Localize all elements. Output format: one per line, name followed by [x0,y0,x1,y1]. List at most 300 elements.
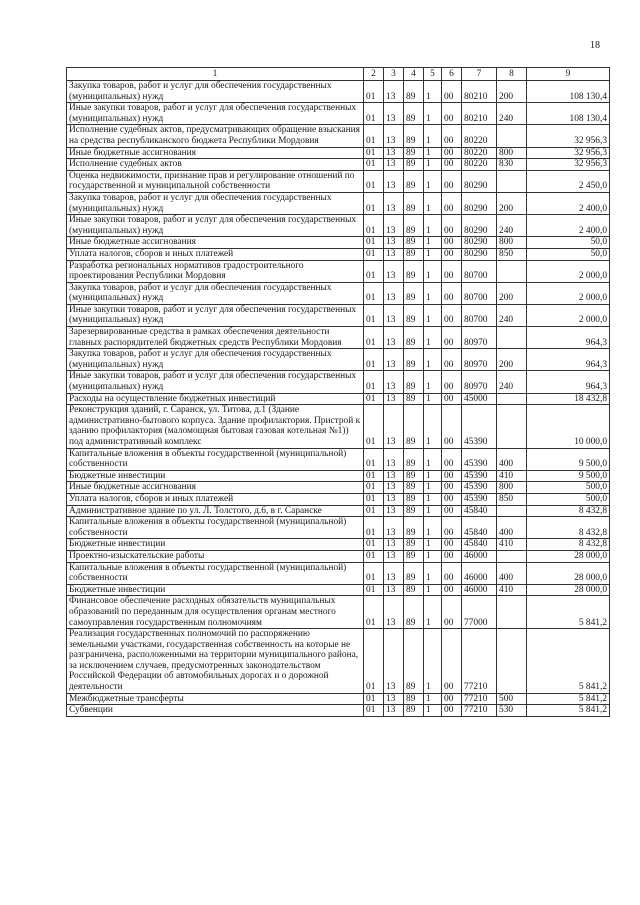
subprogram-code: 1 [424,596,442,629]
row-name: Межбюджетные трансферты [67,693,364,705]
expense-type-code: 410 [497,539,527,551]
subprogram-code: 1 [424,147,442,159]
subsection-code: 13 [384,248,404,260]
subprogram-code: 1 [424,327,442,349]
direction-code: 80700 [462,260,497,282]
main-event-code: 00 [442,596,462,629]
section-code: 01 [364,596,384,629]
section-code: 01 [364,304,384,326]
section-code: 01 [364,349,384,371]
direction-code: 77210 [462,705,497,717]
amount: 5 841,2 [527,693,610,705]
main-event-code: 00 [442,505,462,517]
program-code: 89 [404,103,424,125]
table-row [67,215,610,237]
subprogram-code: 1 [424,125,442,147]
column-header-2: 2 [364,68,384,81]
main-event-code: 00 [442,629,462,694]
program-code: 89 [404,505,424,517]
main-event-code: 00 [442,103,462,125]
amount: 50,0 [527,248,610,260]
expense-type-code: 410 [497,584,527,596]
amount: 32 956,3 [527,159,610,171]
direction-code: 77000 [462,596,497,629]
column-header-5: 5 [424,68,442,81]
expense-type-code: 800 [497,482,527,494]
section-code: 01 [364,562,384,584]
subprogram-code: 1 [424,237,442,249]
amount: 9 500,0 [527,448,610,470]
row-name: Иные закупки товаров, работ и услуг для обеспечения государственных (муниципальных) нужд [67,103,364,125]
amount: 2 000,0 [527,304,610,326]
row-name: Закупка товаров, работ и услуг для обеспечения государственных (муниципальных) нужд [67,192,364,214]
expense-type-code [497,505,527,517]
row-name: Бюджетные инвестиции [67,584,364,596]
section-code: 01 [364,705,384,717]
section-code: 01 [364,215,384,237]
row-name: Иные закупки товаров, работ и услуг для обеспечения государственных (муниципальных) нужд [67,215,364,237]
section-code: 01 [364,470,384,482]
column-header-6: 6 [442,68,462,81]
main-event-code: 00 [442,349,462,371]
section-code: 01 [364,248,384,260]
main-event-code: 00 [442,125,462,147]
table-row [67,125,610,147]
direction-code: 46000 [462,562,497,584]
table-row [67,192,610,214]
program-code: 89 [404,629,424,694]
section-code: 01 [364,159,384,171]
section-code: 01 [364,505,384,517]
row-name: Разработка региональных нормативов градостроительного проектирования Республики Мордовия [67,260,364,282]
subprogram-code: 1 [424,629,442,694]
main-event-code: 00 [442,562,462,584]
direction-code: 45840 [462,517,497,539]
main-event-code: 00 [442,482,462,494]
subsection-code: 13 [384,482,404,494]
main-event-code: 00 [442,693,462,705]
program-code: 89 [404,81,424,103]
subprogram-code: 1 [424,282,442,304]
subprogram-code: 1 [424,304,442,326]
direction-code: 45390 [462,493,497,505]
row-name: Иные бюджетные ассигнования [67,237,364,249]
section-code: 01 [364,584,384,596]
program-code: 89 [404,493,424,505]
subsection-code: 13 [384,470,404,482]
section-code: 01 [364,147,384,159]
table-row [67,517,610,539]
table-row [67,371,610,393]
amount: 10 000,0 [527,405,610,448]
table-row [67,629,610,694]
subsection-code: 13 [384,448,404,470]
row-name: Финансовое обеспечение расходных обязательств муниципальных образований по переданным для осуществления органам местного самоуправления государственным полномочиям [67,596,364,629]
expense-type-code: 400 [497,517,527,539]
table-row [67,596,610,629]
row-name: Уплата налогов, сборов и иных платежей [67,248,364,260]
subprogram-code: 1 [424,539,442,551]
expense-type-code: 410 [497,470,527,482]
row-name: Уплата налогов, сборов и иных платежей [67,493,364,505]
direction-code: 80290 [462,215,497,237]
expense-type-code: 830 [497,159,527,171]
row-name: Капитальные вложения в объекты государственной (муниципальной) собственности [67,562,364,584]
row-name: Исполнение судебных актов [67,159,364,171]
section-code: 01 [364,103,384,125]
subsection-code: 13 [384,493,404,505]
section-code: 01 [364,405,384,448]
subsection-code: 13 [384,629,404,694]
amount: 964,3 [527,371,610,393]
row-name: Оценка недвижимости, признание прав и регулирование отношений по государственной и муниципальной собственности [67,170,364,192]
main-event-code: 00 [442,282,462,304]
column-header-8: 8 [497,68,527,81]
amount: 9 500,0 [527,470,610,482]
table-row [67,349,610,371]
subprogram-code: 1 [424,517,442,539]
section-code: 01 [364,192,384,214]
amount: 28 000,0 [527,550,610,562]
table-row [67,539,610,551]
subsection-code: 13 [384,237,404,249]
expense-type-code: 240 [497,371,527,393]
subprogram-code: 1 [424,81,442,103]
row-name: Иные бюджетные ассигнования [67,147,364,159]
expense-type-code: 240 [497,304,527,326]
program-code: 89 [404,260,424,282]
table-row [67,470,610,482]
direction-code: 45390 [462,405,497,448]
table-row [67,103,610,125]
section-code: 01 [364,260,384,282]
main-event-code: 00 [442,170,462,192]
program-code: 89 [404,705,424,717]
expense-type-code: 400 [497,562,527,584]
expense-type-code: 240 [497,103,527,125]
main-event-code: 00 [442,260,462,282]
amount: 964,3 [527,349,610,371]
subprogram-code: 1 [424,170,442,192]
subprogram-code: 1 [424,371,442,393]
amount: 8 432,8 [527,517,610,539]
program-code: 89 [404,371,424,393]
expense-type-code: 200 [497,192,527,214]
main-event-code: 00 [442,705,462,717]
subsection-code: 13 [384,260,404,282]
section-code: 01 [364,371,384,393]
amount: 2 000,0 [527,282,610,304]
table-row [67,550,610,562]
amount: 50,0 [527,237,610,249]
table-row [67,248,610,260]
subprogram-code: 1 [424,215,442,237]
subprogram-code: 1 [424,493,442,505]
amount: 8 432,8 [527,539,610,551]
section-code: 01 [364,493,384,505]
direction-code: 80700 [462,304,497,326]
page-number: 18 [590,40,600,51]
subsection-code: 13 [384,282,404,304]
column-header-9: 9 [527,68,610,81]
main-event-code: 00 [442,517,462,539]
amount: 8 432,8 [527,505,610,517]
subprogram-code: 1 [424,405,442,448]
row-name: Реконструкция зданий, г. Саранск, ул. Титова, д.1 (Здание административно-бытового корпуса. Здание профилактория. Пристрой к зданию профилактория (маломощная бытовая газовая котельная №1)) под административный комплекс [67,405,364,448]
subsection-code: 13 [384,159,404,171]
section-code: 01 [364,170,384,192]
program-code: 89 [404,327,424,349]
program-code: 89 [404,482,424,494]
section-code: 01 [364,327,384,349]
subsection-code: 13 [384,147,404,159]
row-name: Реализация государственных полномочий по распоряжению земельными участками, государственная собственность на которые не разграничена, расположенными на территории муниципального района, за исключением случаев, предусмотренных законодательством Российской Федерации об автомобильных дорогах и о дорожной деятельности [67,629,364,694]
table-row [67,81,610,103]
subprogram-code: 1 [424,260,442,282]
amount: 5 841,2 [527,629,610,694]
table-row [67,170,610,192]
subprogram-code: 1 [424,562,442,584]
program-code: 89 [404,539,424,551]
expense-type-code: 200 [497,81,527,103]
row-name: Капитальные вложения в объекты государственной (муниципальной) собственности [67,448,364,470]
amount: 5 841,2 [527,705,610,717]
main-event-code: 00 [442,470,462,482]
table-row [67,260,610,282]
subprogram-code: 1 [424,505,442,517]
table-row [67,448,610,470]
row-name: Зарезервированные средства в рамках обеспечения деятельности главных распорядителей бюджетных средств Республики Мордовия [67,327,364,349]
program-code: 89 [404,562,424,584]
subsection-code: 13 [384,505,404,517]
row-name: Бюджетные инвестиции [67,470,364,482]
program-code: 89 [404,159,424,171]
main-event-code: 00 [442,539,462,551]
main-event-code: 00 [442,215,462,237]
direction-code: 45390 [462,470,497,482]
expense-type-code: 200 [497,282,527,304]
subprogram-code: 1 [424,103,442,125]
row-name: Субвенции [67,705,364,717]
direction-code: 45390 [462,482,497,494]
amount: 5 841,2 [527,596,610,629]
main-event-code: 00 [442,192,462,214]
subsection-code: 13 [384,192,404,214]
main-event-code: 00 [442,81,462,103]
subsection-code: 13 [384,215,404,237]
row-name: Иные закупки товаров, работ и услуг для обеспечения государственных (муниципальных) нужд [67,304,364,326]
direction-code: 80290 [462,237,497,249]
section-code: 01 [364,81,384,103]
subsection-code: 13 [384,539,404,551]
amount: 18 432,8 [527,393,610,405]
subprogram-code: 1 [424,159,442,171]
subprogram-code: 1 [424,584,442,596]
amount: 32 956,3 [527,147,610,159]
direction-code: 80970 [462,349,497,371]
amount: 500,0 [527,482,610,494]
section-code: 01 [364,448,384,470]
program-code: 89 [404,693,424,705]
program-code: 89 [404,470,424,482]
row-name: Расходы на осуществление бюджетных инвестиций [67,393,364,405]
subsection-code: 13 [384,81,404,103]
column-header-7: 7 [462,68,497,81]
subprogram-code: 1 [424,705,442,717]
direction-code: 46000 [462,584,497,596]
direction-code: 80210 [462,81,497,103]
column-header-4: 4 [404,68,424,81]
table-row [67,493,610,505]
amount: 500,0 [527,493,610,505]
expense-type-code [497,629,527,694]
direction-code: 80290 [462,170,497,192]
row-name: Закупка товаров, работ и услуг для обеспечения государственных (муниципальных) нужд [67,349,364,371]
expense-type-code [497,393,527,405]
table-row [67,405,610,448]
program-code: 89 [404,393,424,405]
subprogram-code: 1 [424,248,442,260]
amount: 2 450,0 [527,170,610,192]
table-row [67,562,610,584]
section-code: 01 [364,237,384,249]
subprogram-code: 1 [424,482,442,494]
expense-type-code [497,260,527,282]
subprogram-code: 1 [424,192,442,214]
program-code: 89 [404,596,424,629]
row-name: Капитальные вложения в объекты государственной (муниципальной) собственности [67,517,364,539]
subprogram-code: 1 [424,349,442,371]
main-event-code: 00 [442,237,462,249]
expense-type-code [497,550,527,562]
main-event-code: 00 [442,493,462,505]
section-code: 01 [364,482,384,494]
subsection-code: 13 [384,393,404,405]
subsection-code: 13 [384,517,404,539]
amount: 2 400,0 [527,192,610,214]
row-name: Иные закупки товаров, работ и услуг для обеспечения государственных (муниципальных) нужд [67,371,364,393]
amount: 108 130,4 [527,81,610,103]
main-event-code: 00 [442,550,462,562]
subsection-code: 13 [384,103,404,125]
row-name: Закупка товаров, работ и услуг для обеспечения государственных (муниципальных) нужд [67,282,364,304]
budget-table [66,67,610,717]
main-event-code: 00 [442,304,462,326]
program-code: 89 [404,147,424,159]
program-code: 89 [404,448,424,470]
direction-code: 80290 [462,192,497,214]
amount: 28 000,0 [527,584,610,596]
expense-type-code: 530 [497,705,527,717]
direction-code: 46000 [462,550,497,562]
program-code: 89 [404,125,424,147]
main-event-code: 00 [442,584,462,596]
amount: 32 956,3 [527,125,610,147]
main-event-code: 00 [442,327,462,349]
amount: 108 130,4 [527,103,610,125]
subprogram-code: 1 [424,550,442,562]
subsection-code: 13 [384,170,404,192]
subsection-code: 13 [384,550,404,562]
row-name: Административное здание по ул. Л. Толстого, д.6, в г. Саранске [67,505,364,517]
amount: 2 000,0 [527,260,610,282]
table-body [67,81,610,717]
subsection-code: 13 [384,693,404,705]
subprogram-code: 1 [424,470,442,482]
expense-type-code [497,125,527,147]
subsection-code: 13 [384,562,404,584]
program-code: 89 [404,282,424,304]
program-code: 89 [404,192,424,214]
section-code: 01 [364,393,384,405]
program-code: 89 [404,304,424,326]
table-row [67,505,610,517]
expense-type-code: 500 [497,693,527,705]
direction-code: 45840 [462,539,497,551]
direction-code: 80700 [462,282,497,304]
program-code: 89 [404,170,424,192]
program-code: 89 [404,349,424,371]
table-row [67,584,610,596]
expense-type-code [497,405,527,448]
section-code: 01 [364,629,384,694]
table-row [67,147,610,159]
program-code: 89 [404,517,424,539]
expense-type-code [497,596,527,629]
amount: 964,3 [527,327,610,349]
program-code: 89 [404,248,424,260]
table-row [67,705,610,717]
main-event-code: 00 [442,248,462,260]
row-name: Иные бюджетные ассигнования [67,482,364,494]
direction-code: 45840 [462,505,497,517]
column-header-1: 1 [67,68,364,81]
table-row [67,304,610,326]
subsection-code: 13 [384,371,404,393]
direction-code: 80970 [462,371,497,393]
expense-type-code: 240 [497,215,527,237]
expense-type-code [497,170,527,192]
program-code: 89 [404,405,424,448]
table-row [67,159,610,171]
expense-type-code: 850 [497,248,527,260]
table-row [67,393,610,405]
direction-code: 80220 [462,147,497,159]
direction-code: 45000 [462,393,497,405]
subsection-code: 13 [384,125,404,147]
direction-code: 80970 [462,327,497,349]
section-code: 01 [364,693,384,705]
subsection-code: 13 [384,304,404,326]
main-event-code: 00 [442,159,462,171]
direction-code: 45390 [462,448,497,470]
direction-code: 80220 [462,125,497,147]
table-row [67,327,610,349]
row-name: Проектно-изыскательские работы [67,550,364,562]
row-name: Закупка товаров, работ и услуг для обеспечения государственных (муниципальных) нужд [67,81,364,103]
main-event-code: 00 [442,147,462,159]
main-event-code: 00 [442,448,462,470]
subsection-code: 13 [384,327,404,349]
subsection-code: 13 [384,349,404,371]
amount: 2 400,0 [527,215,610,237]
subsection-code: 13 [384,405,404,448]
row-name: Исполнение судебных актов, предусматривающих обращение взыскания на средства республиканского бюджета Республики Мордовия [67,125,364,147]
expense-type-code: 400 [497,448,527,470]
section-code: 01 [364,282,384,304]
program-code: 89 [404,237,424,249]
expense-type-code: 200 [497,349,527,371]
